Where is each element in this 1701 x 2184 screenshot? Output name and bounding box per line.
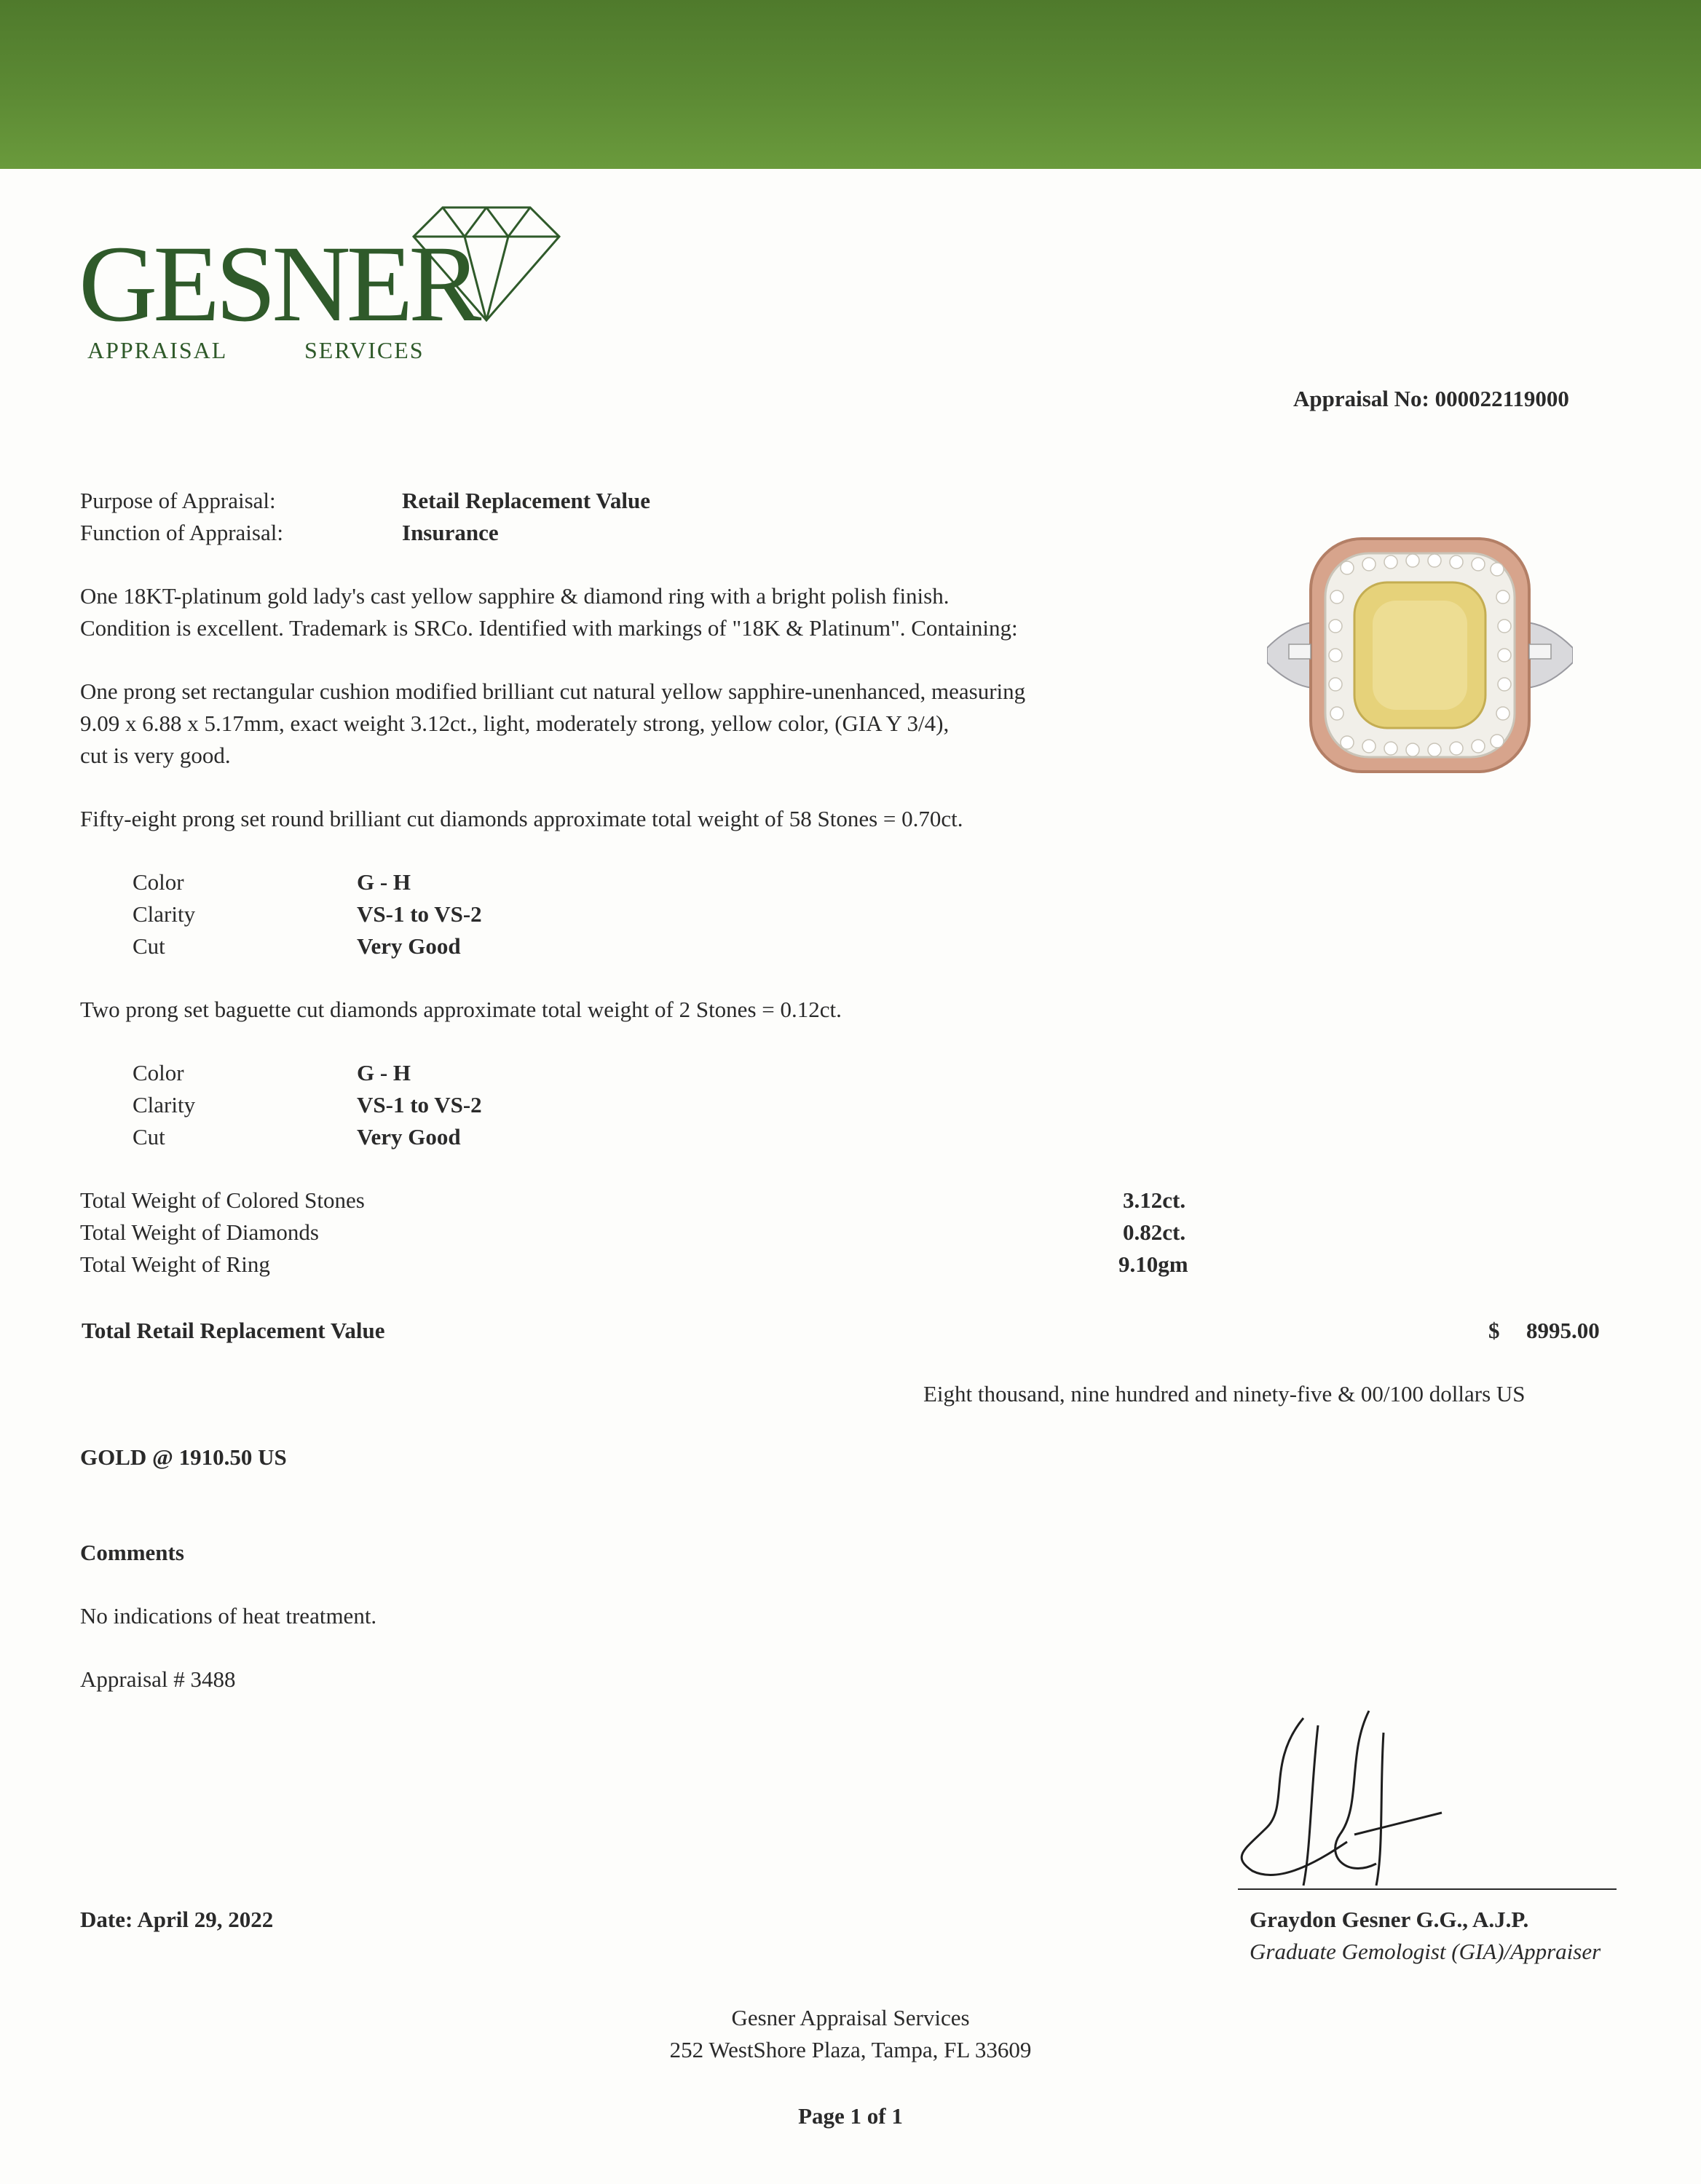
grade1-color-label: Color: [133, 869, 184, 895]
grade2-color-label: Color: [133, 1060, 184, 1085]
signer-name: Graydon Gesner G.G., A.J.P.: [1250, 1907, 1529, 1932]
sapphire-line-1: One prong set rectangular cushion modified brilliant cut natural yellow sapphire-unenhanced, measuring: [80, 678, 1026, 704]
grade1-clarity-label: Clarity: [133, 901, 196, 927]
grade2-cut-label: Cut: [133, 1124, 165, 1150]
date: Date: April 29, 2022: [80, 1907, 274, 1932]
total-diamonds-label: Total Weight of Diamonds: [80, 1219, 319, 1245]
grade1-cut-value: Very Good: [357, 933, 461, 959]
grade2-cut-value: Very Good: [357, 1124, 461, 1150]
function-value: Insurance: [402, 520, 499, 545]
total-ring-label: Total Weight of Ring: [80, 1251, 270, 1277]
description-line-1: One 18KT-platinum gold lady's cast yellow sapphire & diamond ring with a bright polish finish.: [80, 583, 950, 609]
total-diamonds-value: 0.82ct.: [1123, 1219, 1186, 1245]
footer-company: Gesner Appraisal Services: [731, 2005, 970, 2030]
sapphire-line-3: cut is very good.: [80, 743, 231, 768]
logo-sub-left: APPRAISAL: [87, 337, 228, 363]
total-value-currency: $: [1488, 1318, 1500, 1343]
total-value-label: Total Retail Replacement Value: [82, 1318, 385, 1343]
appraisal-number-value: 000022119000: [1434, 386, 1569, 411]
sapphire-line-2: 9.09 x 6.88 x 5.17mm, exact weight 3.12ct., light, moderately strong, yellow color, (GIA Y 3/4),: [80, 711, 950, 736]
footer-address: 252 WestShore Plaza, Tampa, FL 33609: [669, 2037, 1032, 2062]
appraisal-number-label: Appraisal No:: [1293, 386, 1429, 411]
grade2-clarity-value: VS-1 to VS-2: [357, 1092, 482, 1117]
grade2-color-value: G - H: [357, 1060, 411, 1085]
header-banner: [0, 0, 1701, 169]
signature: [1223, 1704, 1456, 1893]
comments-text: No indications of heat treatment.: [80, 1603, 377, 1629]
signer-title: Graduate Gemologist (GIA)/Appraiser: [1250, 1939, 1601, 1964]
purpose-value: Retail Replacement Value: [402, 488, 650, 513]
gesner-logo: [79, 204, 574, 379]
total-value-amount: 8995.00: [1526, 1318, 1600, 1343]
function-label: Function of Appraisal:: [80, 520, 283, 545]
total-value-words: Eight thousand, nine hundred and ninety-five & 00/100 dollars US: [923, 1381, 1526, 1406]
purpose-label: Purpose of Appraisal:: [80, 488, 276, 513]
grade1-color-value: G - H: [357, 869, 411, 895]
grade2-clarity-label: Clarity: [133, 1092, 196, 1117]
page-label: Page 1 of 1: [798, 2103, 903, 2129]
total-ring-value: 9.10gm: [1118, 1251, 1188, 1277]
logo-wordmark: GESNER: [79, 223, 478, 344]
description-line-2: Condition is excellent. Trademark is SRCo. Identified with markings of "18K & Platinum". Containing:: [80, 615, 1018, 641]
appraisal-number: [1293, 383, 1569, 415]
gold-price: GOLD @ 1910.50 US: [80, 1444, 287, 1470]
signature-line: [1238, 1888, 1617, 1890]
comments-heading: Comments: [80, 1540, 184, 1565]
grade1-clarity-value: VS-1 to VS-2: [357, 901, 482, 927]
total-colored-label: Total Weight of Colored Stones: [80, 1187, 365, 1213]
ring-photo: [1267, 524, 1573, 786]
baguette-diamonds-line: Two prong set baguette cut diamonds approximate total weight of 2 Stones = 0.12ct.: [80, 997, 842, 1022]
round-diamonds-line: Fifty-eight prong set round brilliant cut diamonds approximate total weight of 58 Stones = 0.70ct.: [80, 806, 963, 831]
total-colored-value: 3.12ct.: [1123, 1187, 1186, 1213]
grade1-cut-label: Cut: [133, 933, 165, 959]
logo-sub-right: SERVICES: [304, 337, 425, 363]
appraisal-reference: Appraisal # 3488: [80, 1666, 236, 1692]
